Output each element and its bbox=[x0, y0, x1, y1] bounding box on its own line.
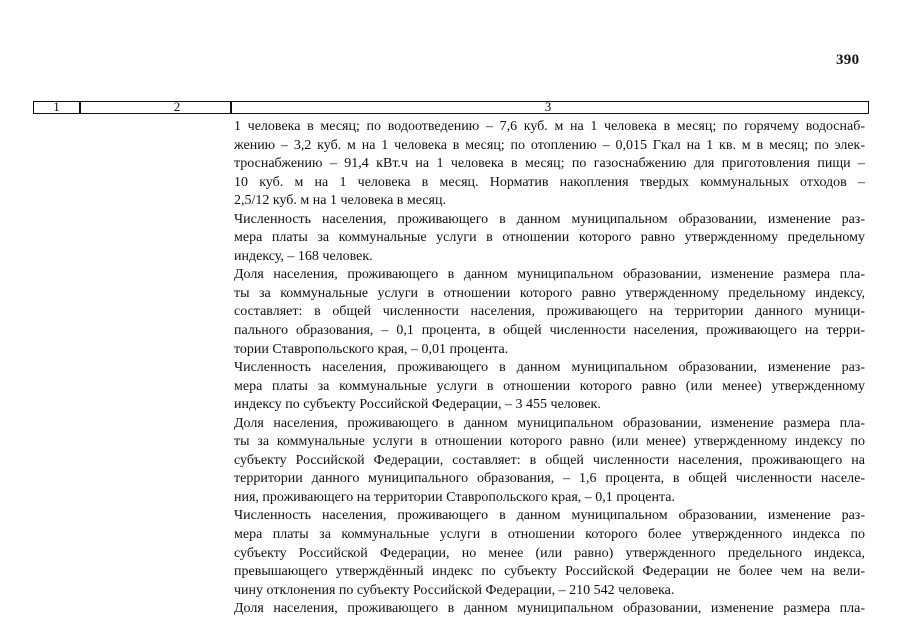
text-line: территории данного муниципального образования, – 1,6 процента, в общей численности населе- bbox=[234, 471, 865, 487]
text-line: пального образования, – 0,1 процента, в общей численности населения, проживающего на терри- bbox=[234, 323, 865, 339]
text-line: ния, проживающего на территории Ставропольского края, – 0,1 процента. bbox=[234, 489, 675, 505]
text-line: Доля населения, проживающего в данном муниципальном образовании, изменение размера пла- bbox=[234, 415, 865, 431]
text-line: жению – 3,2 куб. м на 1 человека в месяц; по отоплению – 0,015 Гкал на 1 кв. м в месяц; по элек- bbox=[234, 137, 865, 153]
text-line: мера платы за коммунальные услуги в отношении которого более утвержденного индекса по bbox=[234, 527, 865, 543]
text-line: мера платы за коммунальные услуги в отношении которого равно (или менее) утвержденному bbox=[234, 378, 865, 394]
text-line: ты за коммунальные услуги в отношении которого равно (или менее) утвержденному индексу по bbox=[234, 434, 865, 450]
text-line: индексу, – 168 человек. bbox=[234, 248, 373, 264]
text-line: субъекту Российской Федерации, составляет: в общей численности населения, проживающего на bbox=[234, 452, 865, 468]
text-line: субъекту Российской Федерации, но менее (или равно) утвержденного предельного индекса, bbox=[234, 545, 865, 561]
page-number: 390 bbox=[836, 52, 860, 68]
table-header-row bbox=[33, 101, 869, 114]
text-line: ты за коммунальные услуги в отношении которого равно утвержденному предельному индексу, bbox=[234, 285, 865, 301]
text-line: мера платы за коммунальные услуги в отношении которого равно утвержденному предельному bbox=[234, 230, 865, 246]
text-line: Доля населения, проживающего в данном муниципальном образовании, изменение размера пла- bbox=[234, 601, 865, 617]
column-number-1: 1 bbox=[53, 99, 60, 114]
text-line: чину отклонения по субъекту Российской Федерации, – 210 542 человека. bbox=[234, 582, 675, 598]
text-line: Численность населения, проживающего в данном муниципальном образовании, изменение раз- bbox=[234, 211, 865, 227]
text-line: 2,5/12 куб. м на 1 человека в месяц. bbox=[234, 193, 446, 209]
text-line: Численность населения, проживающего в данном муниципальном образовании, изменение раз- bbox=[234, 360, 865, 376]
text-line: троснабжению – 91,4 кВт.ч на 1 человека в месяц; по газоснабжению для приготовления пищи – bbox=[234, 156, 865, 172]
column-number-3: 3 bbox=[544, 99, 552, 114]
text-line: превышающего утверждённый индекс по субъекту Российской Федерации не более чем на вели- bbox=[234, 564, 865, 580]
text-line: 1 человека в месяц; по водоотведению – 7,6 куб. м на 1 человека в месяц; по горячему водоснаб- bbox=[234, 119, 865, 134]
text-line: Доля населения, проживающего в данном муниципальном образовании, изменение размера пла- bbox=[234, 267, 865, 283]
column-number-2: 2 bbox=[173, 99, 181, 114]
text-line: Численность населения, проживающего в данном муниципальном образовании, изменение раз- bbox=[234, 508, 865, 524]
document-body-text bbox=[234, 118, 865, 619]
text-line: 10 куб. м на 1 человека в месяц. Норматив накопления твердых коммунальных отходов – bbox=[234, 174, 865, 190]
text-line: тории Ставропольского края, – 0,01 процента. bbox=[234, 341, 509, 357]
text-line: составляет: в общей численности населения, проживающего на территории данного муници- bbox=[234, 304, 865, 320]
text-line: индексу по субъекту Российской Федерации, – 3 455 человек. bbox=[234, 397, 601, 413]
